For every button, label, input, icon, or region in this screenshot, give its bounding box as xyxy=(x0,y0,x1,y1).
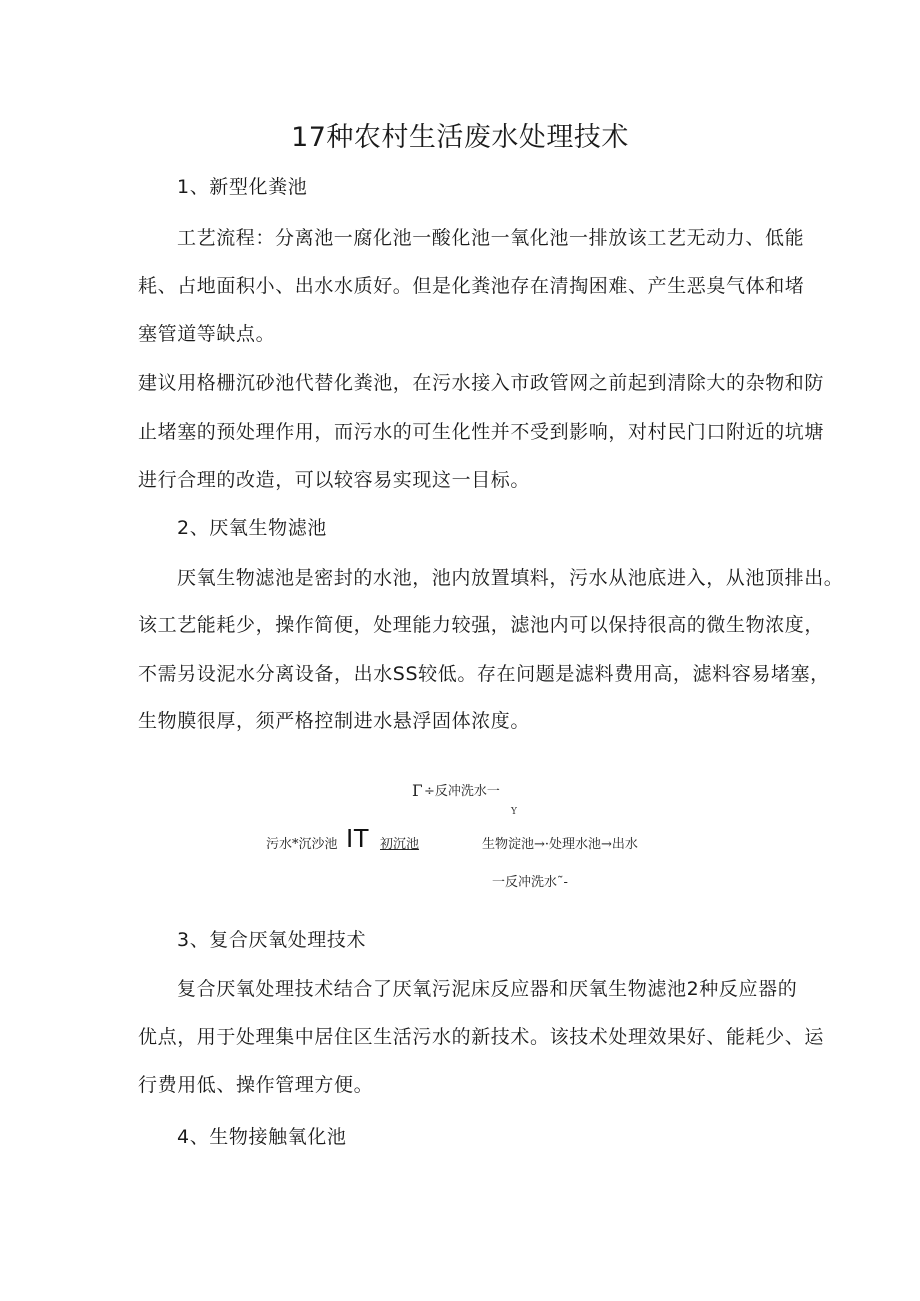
flow-bottom-label: 一反冲洗水˜- xyxy=(492,875,568,890)
page-title: 17种农村生活废水处理技术 xyxy=(291,122,629,153)
paragraph-line: 止堵塞的预处理作用，而污水的可生化性并不受到影响，对村民门口附近的坑塘 xyxy=(138,421,825,443)
paragraph-line: 耗、占地面积小、出水水质好。但是化粪池存在清掏困难、产生恶臭气体和堵 xyxy=(138,275,805,297)
flow-left-label: 污水*沉沙池 xyxy=(266,837,338,852)
flow-top-label: ÷反冲洗水一 xyxy=(424,784,500,799)
paragraph-line: 该工艺能耗少，操作简便，处理能力较强，滤池内可以保持很高的微生物浓度， xyxy=(138,614,825,636)
section-heading: 2、厌氧生物滤池 xyxy=(177,517,327,539)
flow-right-label: 生物淀池→·处理水池→出水 xyxy=(482,837,638,852)
section-heading: 3、复合厌氧处理技术 xyxy=(177,929,367,951)
paragraph-line: 塞管道等缺点。 xyxy=(138,323,276,345)
flow-top-mark: Г xyxy=(412,781,423,800)
paragraph-line: 进行合理的改造，可以较容易实现这一目标。 xyxy=(138,469,531,491)
flow-middle-label: 初沉池 xyxy=(380,837,420,852)
section-heading: 4、生物接触氧化池 xyxy=(177,1126,347,1148)
paragraph-line: 厌氧生物滤池是密封的水池，池内放置填料，污水从池底进入，从池顶排出。 xyxy=(177,567,844,589)
paragraph-line: 生物膜很厚，须严格控制进水悬浮固体浓度。 xyxy=(138,710,531,732)
paragraph-line: 不需另设泥水分离设备，出水SS较低。存在问题是滤料费用高，滤料容易堵塞， xyxy=(138,663,830,685)
paragraph-line: 建议用格栅沉砂池代替化粪池，在污水接入市政管网之前起到清除大的杂物和防 xyxy=(138,372,825,394)
flow-small-y: Y xyxy=(511,807,517,817)
section-heading: 1、新型化粪池 xyxy=(177,176,308,198)
paragraph-line: 行费用低、操作管理方便。 xyxy=(138,1074,374,1096)
flow-big-mark: IT xyxy=(346,823,370,853)
paragraph-line: 工艺流程：分离池一腐化池一酸化池一氧化池一排放该工艺无动力、低能 xyxy=(177,227,805,249)
paragraph-line: 复合厌氧处理技术结合了厌氧污泥床反应器和厌氧生物滤池2种反应器的 xyxy=(177,978,798,1000)
paragraph-line: 优点，用于处理集中居住区生活污水的新技术。该技术处理效果好、能耗少、运 xyxy=(138,1026,825,1048)
